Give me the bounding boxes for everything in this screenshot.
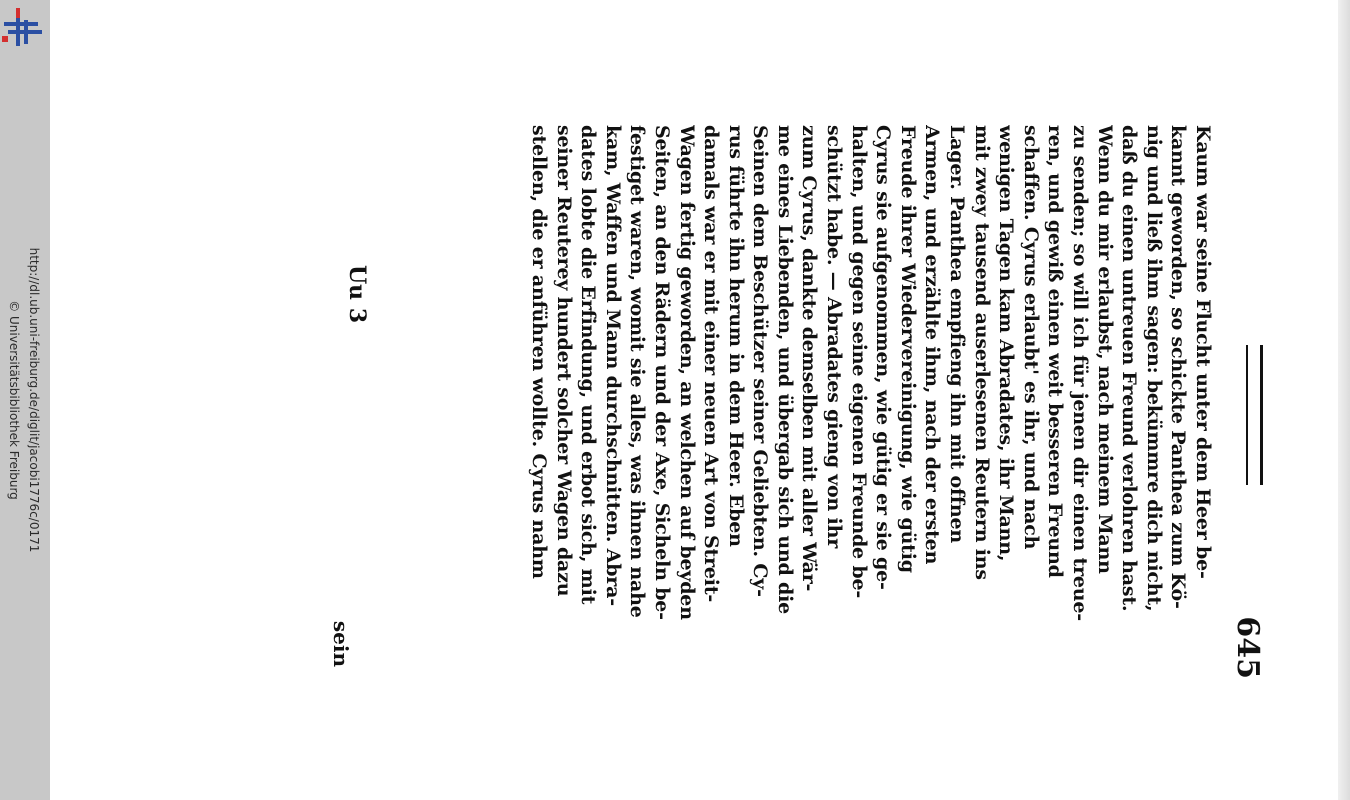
page-edge-shadow <box>1338 0 1350 800</box>
copyright-notice: © Universitätsbibliothek Freiburg <box>7 300 21 500</box>
text-line: me eines Liebenden, und übergab sich und die <box>773 125 796 615</box>
signature-mark: Uu 3 <box>344 265 370 324</box>
text-line: Seinen dem Beschützer seiner Geliebten. Cy- <box>749 125 772 597</box>
text-line: kam, Waffen und Mann durchschnitten. Abra- <box>601 125 624 606</box>
text-line: Freude ihrer Wiedervereinigung, wie gütig <box>896 125 919 573</box>
text-line: schaffen. Cyrus erlaubt' es ihr, und nach <box>1019 125 1042 550</box>
text-line: Cyrus sie aufgenommen, wie gütig er sie ge- <box>872 125 895 590</box>
text-line: nig und ließ ihm sagen: bekümmre dich nicht, <box>1142 125 1165 612</box>
text-line: Wagen fertig geworden, an welchen auf beyden <box>675 125 698 620</box>
scanned-page <box>60 0 1336 800</box>
university-logo-icon <box>0 6 44 50</box>
text-line: seiner Reuterey hundert solcher Wagen dazu <box>552 125 575 597</box>
text-line: Lager. Panthea empfieng ihn mit offnen <box>946 125 969 544</box>
text-line: zum Cyrus, dankte demselben mit aller Wär- <box>798 125 821 592</box>
catchword: sein <box>329 620 353 667</box>
text-line: dates lobte die Erfindung, und erbot sich, mit <box>577 125 600 605</box>
text-line: Seiten, an den Rädern und der Axe, Sicheln be- <box>650 125 673 620</box>
text-line: daß du einen untreuen Freund verlohren hast. <box>1118 125 1141 612</box>
book-page <box>305 125 1265 685</box>
viewer-sidebar <box>0 0 50 800</box>
page-number: 645 <box>1230 616 1265 679</box>
text-line: schützt habe. — Abradates gieng von ihr <box>823 125 846 549</box>
ornamental-rule <box>1246 345 1263 485</box>
text-line: stellen, die er anführen wollte. Cyrus nahm <box>527 125 550 579</box>
text-line: Kaum war seine Flucht unter dem Heer be- <box>1192 125 1214 579</box>
text-line: mit zwey tausend auserlesenen Reutern ins <box>970 125 993 580</box>
text-line: wenigen Tagen kam Abradates, ihr Mann, <box>995 125 1018 562</box>
text-line: Wenn du mir erlaubst, nach meinem Mann <box>1093 125 1116 574</box>
text-line: festiget waren, womit sie alles, was ihnen nahe <box>626 125 649 618</box>
text-line: Armen, und erzählte ihm, nach der ersten <box>921 125 944 565</box>
text-line: ren, und gewiß einen weit besseren Freund <box>1044 125 1067 578</box>
text-line: kannt geworden, so schickte Panthea zum Kö- <box>1167 125 1190 609</box>
source-url[interactable]: http://dl.ub.uni-freiburg.de/diglit/jacobi1776c/0171 <box>27 247 41 553</box>
text-line: halten, und gegen seine eigenen Freunde be- <box>847 125 870 599</box>
text-line: damals war er mit einer neuen Art von Streit- <box>700 125 723 603</box>
text-line: zu senden; so will ich für jenen dir einen treue- <box>1069 125 1092 621</box>
body-text <box>526 125 1215 685</box>
text-line: rus führte ihn herum in dem Heer. Eben <box>724 125 747 547</box>
